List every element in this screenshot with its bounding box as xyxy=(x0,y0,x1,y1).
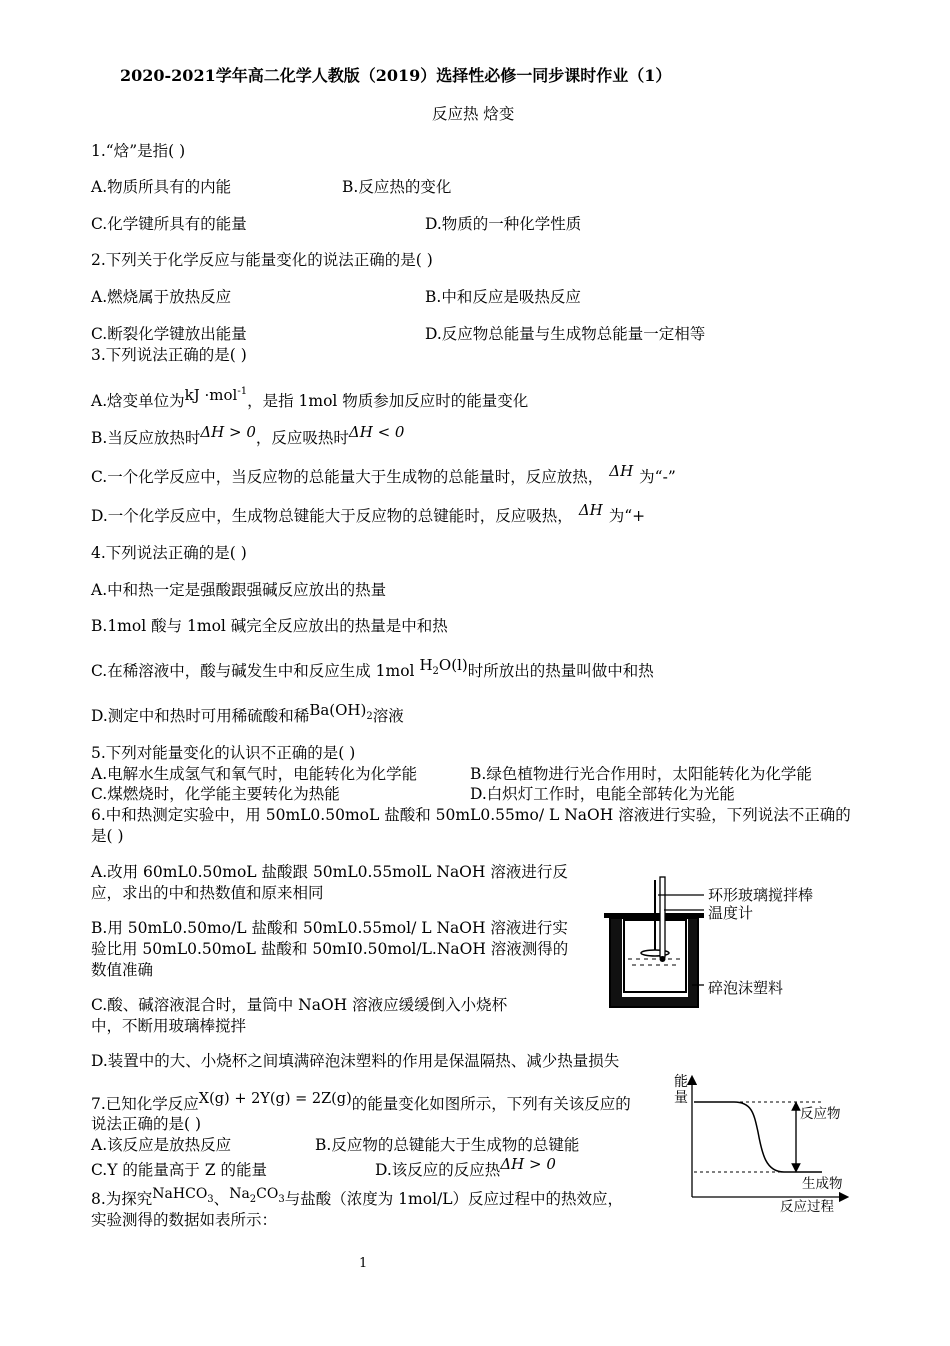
q4-d-formula-main: Ba(OH) xyxy=(309,701,367,719)
q4-stem: 4.下列说法正确的是( ) xyxy=(91,544,247,562)
q3-option-d xyxy=(91,501,646,526)
q2-option-c: C.断裂化学键放出能量 xyxy=(91,325,247,343)
q5-option-b: B.绿色植物进行光合作用时，太阳能转化为化学能 xyxy=(470,765,812,783)
q2-stem: 2.下列关于化学反应与能量变化的说法正确的是( ) xyxy=(91,251,433,269)
q6-option-c-line2: 中，不断用玻璃棒搅拌 xyxy=(91,1017,247,1035)
q4-d-formula-sub: 2 xyxy=(366,711,373,722)
q7-stem-prefix: 7.已知化学反应 xyxy=(91,1095,199,1113)
q8-separator: 、 xyxy=(213,1190,230,1208)
q7-option-d xyxy=(375,1155,556,1180)
q3-d-dh: ΔH xyxy=(578,501,603,519)
q3-b-mid: ，反应吸热时 xyxy=(255,429,349,447)
q7-stem-suffix: 的能量变化如图所示，下列有关该反应的 xyxy=(351,1095,631,1113)
x-axis-label: 反应过程 xyxy=(780,1199,834,1215)
q5-option-d: D.白炽灯工作时，电能全部转化为光能 xyxy=(470,785,735,803)
q1-option-a: A.物质所具有的内能 xyxy=(91,178,232,196)
q3-b-cond2: ΔH < 0 xyxy=(348,423,405,441)
q3-c-suffix: 为“-” xyxy=(639,468,676,486)
q7-equation: X(g) + 2Y(g) = 2Z(g) xyxy=(198,1091,352,1107)
q3-c-dh: ΔH xyxy=(609,462,634,480)
q7-d-prefix: D.该反应的反应热 xyxy=(375,1161,501,1179)
q1-option-c: C.化学键所具有的能量 xyxy=(91,215,247,233)
q4-d-formula xyxy=(309,701,373,722)
q3-b-prefix: B.当反应放热时 xyxy=(91,429,201,447)
q3-a-unit-sup: -1 xyxy=(237,386,248,397)
q4-option-a: A.中和热一定是强酸跟强碱反应放出的热量 xyxy=(91,581,387,599)
thermometer-bulb xyxy=(660,956,666,962)
q3-option-b xyxy=(91,423,405,448)
q1-stem: 1.“焓”是指( ) xyxy=(91,142,186,160)
q6-option-d: D.装置中的大、小烧杯之间填满碎泡沫塑料的作用是保温隔热、减少热量损失 xyxy=(91,1052,620,1070)
q3-a-suffix: ，是指 1mol 物质参加反应时的能量变化 xyxy=(247,392,529,410)
q3-a-prefix: A.焓变单位为 xyxy=(91,392,185,410)
q7-option-a: A.该反应是放热反应 xyxy=(91,1136,232,1154)
q3-b-cond1: ΔH > 0 xyxy=(200,423,256,441)
q5-stem: 5.下列对能量变化的认识不正确的是( ) xyxy=(91,744,356,762)
q7-option-c: C.Y 的能量高于 Z 的能量 xyxy=(91,1161,268,1179)
energy-axis-label-2: 量 xyxy=(674,1090,688,1106)
document-title: 2020-2021学年高二化学人教版（2019）选择性必修一同步课时作业（1） xyxy=(120,66,672,85)
q8-f2a-text: Na xyxy=(229,1186,250,1202)
q3-stem: 3.下列说法正确的是( ) xyxy=(91,346,247,364)
q6-option-b-line3: 数值准确 xyxy=(91,961,154,979)
energy-axis-label-1: 能 xyxy=(674,1074,688,1090)
thermometer xyxy=(660,877,665,957)
q7-option-b: B.反应物的总键能大于生成物的总键能 xyxy=(315,1136,580,1154)
q6-option-b-line2: 验比用 50mL0.50moL 盐酸和 50mI0.50mol/L.NaOH 溶液测得的 xyxy=(91,940,569,958)
q8-stem-prefix: 8.为探究 xyxy=(91,1190,153,1208)
q5-option-a: A.电解水生成氢气和氧气时，电能转化为化学能 xyxy=(91,765,418,783)
q6-stem-line2: 是( ) xyxy=(91,827,124,845)
q3-a-unit xyxy=(185,386,247,404)
q3-c-prefix: C.一个化学反应中，当反应物的总能量大于生成物的总能量时，反应放热， xyxy=(91,468,604,486)
q3-d-suffix: 为“+ xyxy=(608,507,646,525)
q2-option-b: B.中和反应是吸热反应 xyxy=(425,288,581,306)
q6-option-a-line1: A.改用 60mL0.50moL 盐酸跟 50mL0.55molL NaOH 溶液进行反 xyxy=(91,863,568,881)
q8-f2a-sub: 2 xyxy=(249,1194,257,1205)
q7-stem-line1 xyxy=(91,1091,631,1115)
q3-option-c xyxy=(91,462,676,487)
page-number: 1 xyxy=(359,1256,368,1271)
q4-option-b: B.1mol 酸与 1mol 碱完全反应放出的热量是中和热 xyxy=(91,617,448,635)
q4-d-prefix: D.测定中和热时可用稀硫酸和稀 xyxy=(91,707,310,725)
solution xyxy=(626,955,684,990)
q2-option-a: A.燃烧属于放热反应 xyxy=(91,288,232,306)
q5-option-c: C.煤燃烧时，化学能主要转化为热能 xyxy=(91,785,340,803)
label-thermometer: 温度计 xyxy=(708,904,754,922)
q3-a-unit-text: kJ ·mol xyxy=(184,386,238,404)
q3-d-prefix: D.一个化学反应中，生成物总键能大于反应物的总键能时，反应吸热， xyxy=(91,507,573,525)
q4-c-suffix: 时所放出的热量叫做中和热 xyxy=(467,662,654,680)
q8-formula-1 xyxy=(152,1186,214,1205)
q4-d-suffix: 溶液 xyxy=(372,707,404,725)
q4-c-prefix: C.在稀溶液中，酸与碱发生中和反应生成 1mol xyxy=(91,662,415,680)
q8-formula-2 xyxy=(229,1186,285,1205)
q4-c-formula-h: H xyxy=(419,656,433,674)
q6-option-c-line1: C.酸、碱溶液混合时，量筒中 NaOH 溶液应缓缓倒入小烧杯 xyxy=(91,996,508,1014)
q6-stem-line1: 6.中和热测定实验中，用 50mL0.50moL 盐酸和 50mL0.55mo/ L NaOH 溶液进行实验，下列说法不正确的 xyxy=(91,806,851,824)
q8-f1-text: NaHCO xyxy=(152,1186,208,1202)
q4-c-formula-sub: 2 xyxy=(432,666,439,677)
q1-option-b: B.反应热的变化 xyxy=(342,178,452,196)
label-foam: 碎泡沫塑料 xyxy=(708,979,784,997)
label-reactants: 反应物 xyxy=(800,1106,841,1122)
label-stirrer: 环形玻璃搅拌棒 xyxy=(708,886,814,904)
q7-stem-line2: 说法正确的是( ) xyxy=(91,1115,202,1133)
q4-c-formula xyxy=(419,656,468,677)
q8-stem-suffix: 与盐酸（浓度为 1mol/L）反应过程中的热效应， xyxy=(284,1190,624,1208)
q1-option-d: D.物质的一种化学性质 xyxy=(425,215,582,233)
document-subtitle: 反应热 焓变 xyxy=(432,105,515,123)
q7-d-cond: ΔH > 0 xyxy=(500,1155,556,1173)
q4-option-c xyxy=(91,656,654,688)
q8-f2b-text: CO xyxy=(256,1186,279,1202)
q6-option-b-line1: B.用 50mL0.50mo/L 盐酸和 50mL0.55mol/ L NaOH 溶液进行实 xyxy=(91,919,568,937)
q8-f1-sub: 3 xyxy=(207,1194,214,1205)
q3-option-a xyxy=(91,388,528,411)
q6-option-a-line2: 应，求出的中和热数值和原来相同 xyxy=(91,884,324,902)
label-products: 生成物 xyxy=(802,1176,843,1192)
q4-c-formula-rest: O(l) xyxy=(438,656,468,674)
q4-option-d xyxy=(91,701,404,733)
q2-option-d: D.反应物总能量与生成物总能量一定相等 xyxy=(425,325,706,343)
q8-stem-line2: 实验测得的数据如表所示： xyxy=(91,1211,278,1229)
q8-f2b-sub: 3 xyxy=(278,1194,285,1205)
